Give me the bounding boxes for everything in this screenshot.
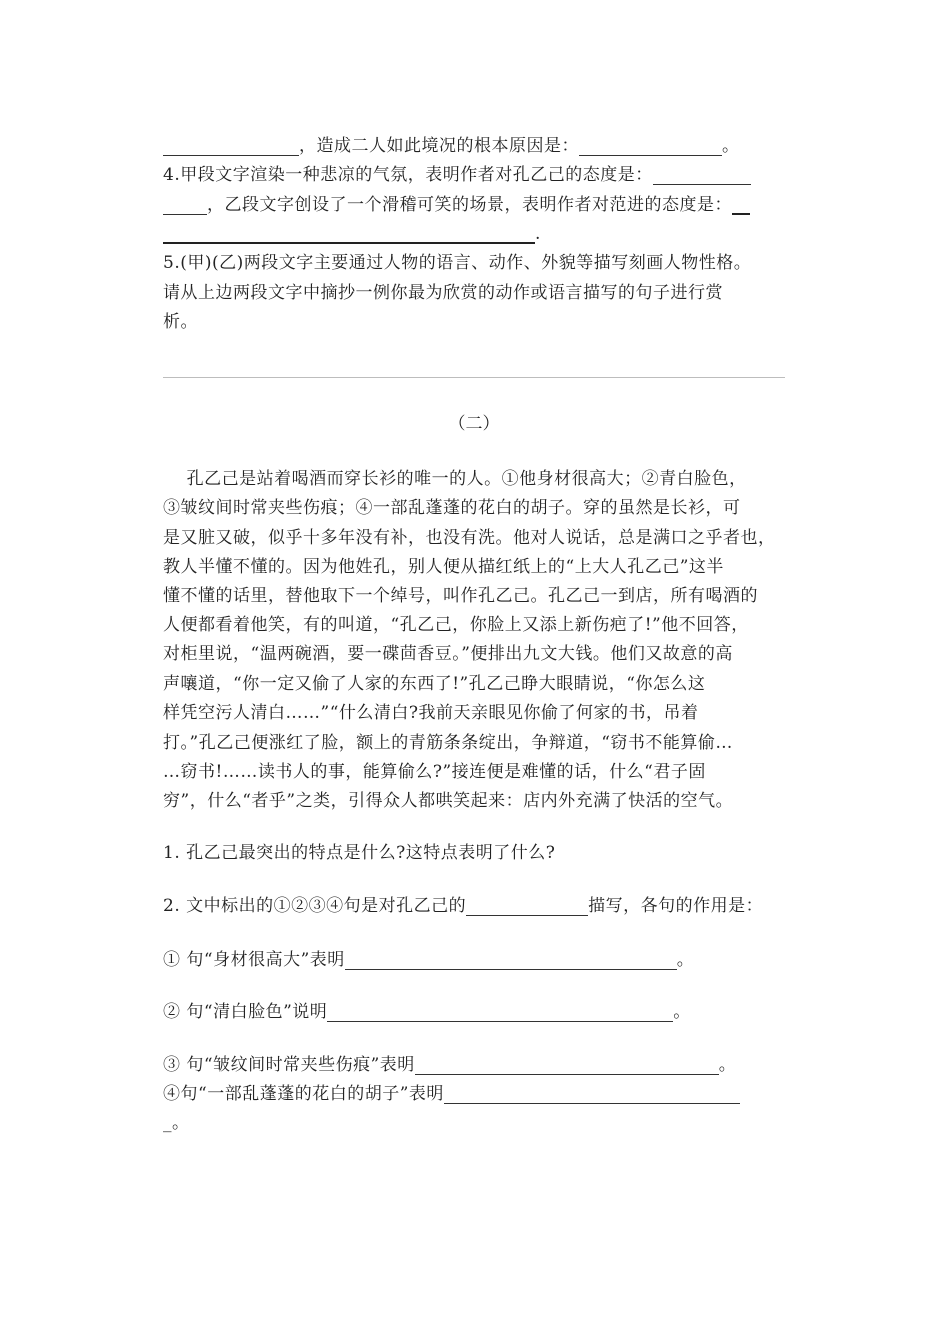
passage-line: ③皱纹间时常夹些伤痕；④一部乱蓬蓬的花白的胡子。穿的虽然是长衫，可 [163,498,741,518]
answer-blank[interactable] [415,1056,719,1075]
q5-text: 5.(甲)(乙)两段文字主要通过人物的语言、动作、外貌等描写刻画人物性格。 [163,253,752,273]
q4-line-1 [163,165,751,187]
q5-text: 析。 [163,312,198,332]
answer-blank[interactable] [345,951,677,970]
q3-cause-text: ，造成二人如此境况的根本原因是： [299,136,579,156]
sub-question-3 [163,1055,736,1077]
sub-question-4-tail: _。 [163,1113,190,1133]
sub-question-text: ④句“一部乱蓬蓬的花白的胡子”表明 [163,1084,444,1104]
answer-blank[interactable] [163,137,299,156]
answer-blank[interactable] [579,137,722,156]
section-title: （二） [448,414,500,434]
punctuation: . [535,224,541,244]
sub-question-text: ② 句“清白脸色”说明 [163,1002,328,1022]
punctuation: 。 [676,950,695,970]
sub-question-4 [163,1084,740,1106]
answer-blank[interactable] [444,1085,740,1104]
passage-line: 是又脏又破，似乎十多年没有补，也没有洗。他对人说话，总是满口之乎者也， [163,528,776,548]
answer-blank[interactable] [732,195,750,215]
question-1: 1. 孔乙己最突出的特点是什么?这特点表明了什么? [163,843,556,863]
answer-line-divider [163,377,785,378]
sub-question-2 [163,1002,691,1024]
punctuation: 。 [722,136,740,156]
passage-line: 打。”孔乙己便涨红了脸，额上的青筋条条绽出，争辩道，“窃书不能算偷… [163,733,733,753]
answer-blank[interactable] [327,1003,673,1022]
sub-question-1 [163,950,694,972]
passage-line: 人便都看着他笑，有的叫道，“孔乙己，你脸上又添上新伤疤了!”他不回答， [163,615,749,635]
q3-cause-line [163,136,740,158]
punctuation: 。 [718,1055,737,1075]
passage-line: 孔乙己是站着喝酒而穿长衫的唯一的人。①他身材很高大；②青白脸色， [163,469,747,489]
q5-text: 请从上边两段文字中摘抄一例你最为欣赏的动作或语言描写的句子进行赏 [163,283,723,303]
passage-line: 懂不懂的话里，替他取下一个绰号，叫作孔乙己。孔乙己一到店，所有喝酒的 [163,586,758,606]
q5-line-2 [163,283,723,305]
q5-line-1 [163,253,751,275]
answer-blank[interactable] [466,897,588,916]
question-2-text-2: 描写，各句的作用是： [588,896,764,916]
sub-question-text: ③ 句“皱纹间时常夹些伤痕”表明 [163,1055,415,1075]
sub-question-text: ① 句“身材很高大”表明 [163,950,345,970]
answer-blank[interactable] [163,196,207,215]
passage-line: 教人半懂不懂的。因为他姓孔，别人便从描红纸上的“上大人孔乙己”这半 [163,557,724,577]
passage-line: 对柜里说，“温两碗酒，要一碟茴香豆。”便排出九文大钱。他们又故意的高 [163,644,733,664]
punctuation: 。 [673,1002,691,1022]
answer-blank[interactable] [653,166,751,185]
passage-line: …窃书!……读书人的事，能算偷么?”接连便是难懂的话，什么“君子固 [163,762,706,782]
passage-line: 穷”，什么“者乎”之类，引得众人都哄笑起来：店内外充满了快活的空气。 [163,791,734,811]
question-2-text: 2. 文中标出的①②③④句是对孔乙己的 [163,896,467,916]
q4-line-3 [163,224,541,246]
question-2 [163,896,763,918]
q5-line-3 [163,312,198,334]
q4-line-2 [163,195,750,217]
passage-line: 样凭空污人清白……”“什么清白?我前天亲眼见你偷了何家的书，吊着 [163,703,699,723]
q4-text: 4.甲段文字渲染一种悲凉的气氛，表明作者对孔乙己的态度是： [163,165,653,185]
q4-text-2: ，乙段文字创设了一个滑稽可笑的场景，表明作者对范进的态度是： [207,195,732,215]
passage-line: 声嚷道，“你一定又偷了人家的东西了!”孔乙己睁大眼睛说，“你怎么这 [163,674,706,694]
answer-blank[interactable] [163,224,535,244]
